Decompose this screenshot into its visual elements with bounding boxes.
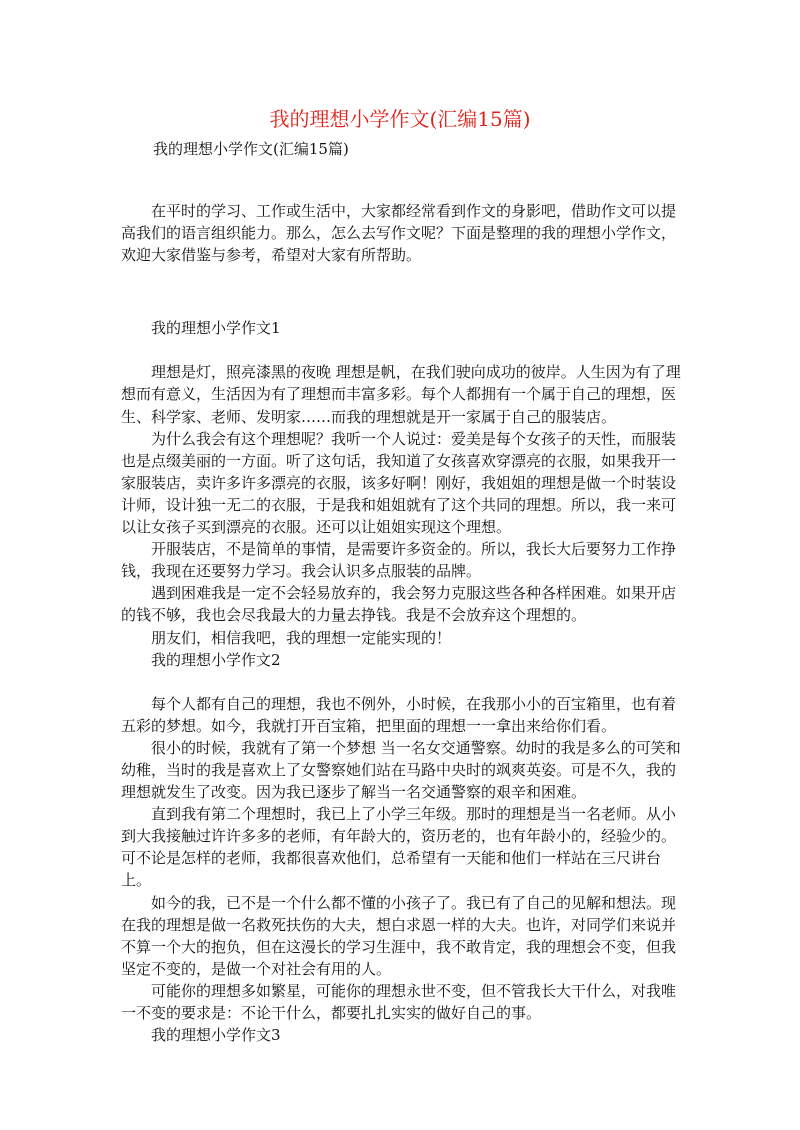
- section-paragraph: 很小的时候，我就有了第一个梦想 当一名女交通警察。幼时的我是多么的可笑和幼稚，当时的我是喜欢上了女警察她们站在马路中央时的飒爽英姿。可是不久，我的理想就发生了改变。因为我已逐步了解当一名交通警察的艰辛和困难。: [121, 738, 681, 802]
- section-paragraph: 开服装店，不是简单的事情，是需要许多资金的。所以，我长大后要努力工作挣钱，我现在还要努力学习。我会认识多点服装的品牌。: [121, 540, 677, 581]
- spacer: [121, 178, 681, 200]
- section-paragraph: 每个人都有自己的理想，我也不例外，小时候，在我那小小的百宝箱里，也有着五彩的梦想。如今，我就打开百宝箱，把里面的理想一一拿出来给你们看。: [121, 694, 677, 735]
- document-subtitle: 我的理想小学作文(汇编15篇): [153, 140, 349, 158]
- document-title: 我的理想小学作文(汇编15篇): [269, 107, 531, 131]
- section-paragraph: 为什么我会有这个理想呢？我听一个人说过：爱美是每个女孩子的天性，而服装也是点缀美丽的一方面。听了这句话，我知道了女孩喜欢穿漂亮的衣服，如果我开一家服装店，卖许多许多漂亮的衣服，该多好啊！刚好，我姐姐的理想是做一个时装设计师，设计独一无二的衣服，于是我和姐姐就有了这个共同的理想。所以，我一来可以让女孩子买到漂亮的衣服。还可以让姐姐实现这个理想。: [121, 429, 677, 537]
- section-paragraph: 朋友们，相信我吧，我的理想一定能实现的！: [151, 628, 452, 647]
- intro-paragraph: 在平时的学习、工作或生活中，大家都经常看到作文的身影吧，借助作文可以提高我们的语言组织能力。那么，怎么去写作文呢？下面是整理的我的理想小学作文，欢迎大家借鉴与参考，希望对大家有所帮助。: [121, 202, 677, 265]
- spacer: [121, 671, 681, 693]
- section-heading: 我的理想小学作文3: [151, 1026, 281, 1045]
- section-paragraph: 可能你的理想多如繁星，可能你的理想永世不变，但不管我长大干什么，对我唯一不变的要求是：不论干什么，都要扎扎实实的做好自己的事。: [121, 981, 677, 1022]
- document-body: [121, 178, 681, 1046]
- spacer: [121, 339, 681, 361]
- spacer: [121, 288, 681, 317]
- section-paragraph: 如今的我，已不是一个什么都不懂的小孩子了。我已有了自己的见解和想法。现在我的理想是做一名救死扶伤的大夫，想白求恩一样的大夫。也许，对同学们来说并不算一个大的抱负，但在这漫长的学习生涯中，我不敢肯定，我的理想会不变，但我坚定不变的，是做一个对社会有用的人。: [121, 893, 677, 978]
- section-heading: 我的理想小学作文1: [151, 319, 281, 338]
- section-paragraph: 理想是灯，照亮漆黑的夜晚 理想是帆，在我们驶向成功的彼岸。人生因为有了理想而有意义，生活因为有了理想而丰富多彩。每个人都拥有一个属于自己的理想，医生、科学家、老师、发明家……而我的理想就是开一家属于自己的服装店。: [121, 363, 681, 426]
- spacer: [121, 266, 681, 288]
- section-heading: 我的理想小学作文2: [151, 650, 281, 669]
- section-paragraph: 直到我有第二个理想时，我已上了小学三年级。那时的理想是当一名老师。从小到大我接触过许许多多的老师，有年龄大的，资历老的，也有年龄小的，经验少的。可不论是怎样的老师，我都很喜欢他们，总希望有一天能和他们一样站在三尺讲台上。: [121, 805, 677, 890]
- section-paragraph: 遇到困难我是一定不会轻易放弃的，我会努力克服这些各种各样困难。如果开店的钱不够，我也会尽我最大的力量去挣钱。我是不会放弃这个理想的。: [121, 584, 677, 625]
